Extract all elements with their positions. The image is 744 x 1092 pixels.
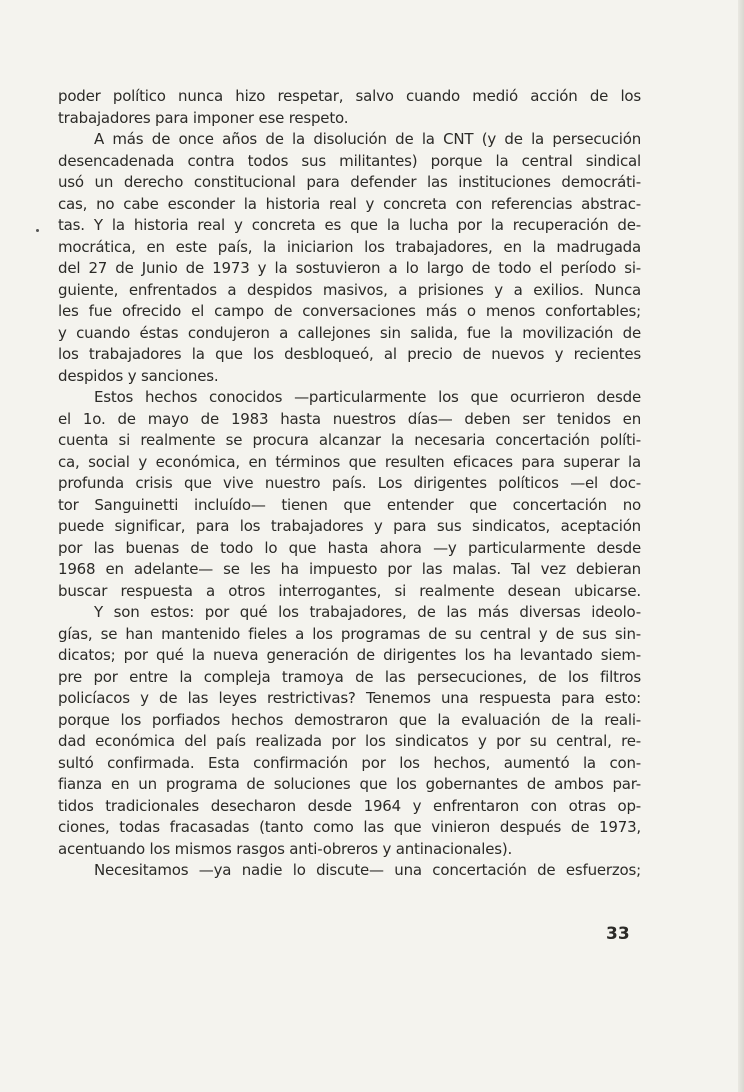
margin-mark [36, 229, 39, 232]
text-line: les fue ofrecido el campo de conversaciones más o menos confortables; [58, 302, 641, 320]
text-line: ciones, todas fracasadas (tanto como las que vinieron después de 1973, [58, 818, 641, 836]
text-line: buscar respuesta a otros interrogantes, si realmente desean ubicarse. [58, 581, 641, 600]
text-line: trabajadores para imponer ese respeto. [58, 108, 349, 127]
paragraph-start-line: Estos hechos conocidos —particularmente los que ocurrieron desde [94, 388, 641, 406]
text-line: usó un derecho constitucional para defender las instituciones democráti- [58, 173, 641, 191]
text-line: porque los porfiados hechos demostraron que la evaluación de la reali- [58, 710, 641, 729]
text-line: pre por entre la compleja tramoya de las persecuciones, de los filtros [58, 667, 641, 686]
page-number: 33 [606, 924, 630, 944]
text-line: guiente, enfrentados a despidos masivos, a prisiones y a exilios. Nunca [58, 280, 641, 299]
text-line: tas. Y la historia real y concreta es que la lucha por la recuperación de- [58, 216, 641, 234]
text-line: acentuando los mismos rasgos anti-obreros y antinacionales). [58, 839, 513, 858]
paragraph-start-line: Y son estos: por qué los trabajadores, de las más diversas ideolo- [94, 603, 641, 621]
text-line: ca, social y económica, en términos que resulten eficaces para superar la [58, 452, 641, 471]
text-line: fianza en un programa de soluciones que los gobernantes de ambos par- [58, 775, 641, 793]
text-line: tor Sanguinetti incluído— tienen que entender que concertación no [58, 495, 641, 514]
text-line: los trabajadores la que los desbloqueó, al precio de nuevos y recientes [58, 345, 641, 363]
text-line: cas, no cabe esconder la historia real y concreta con referencias abstrac- [58, 194, 641, 213]
text-line: tidos tradicionales desecharon desde 1964 y enfrentaron con otras op- [58, 796, 641, 815]
text-line: puede significar, para los trabajadores y para sus sindicatos, aceptación [58, 517, 641, 535]
text-line: dad económica del país realizada por los sindicatos y por su central, re- [58, 732, 641, 750]
page-edge [738, 0, 744, 1092]
text-line: gías, se han mantenido fieles a los programas de su central y de sus sin- [58, 624, 641, 643]
text-line: profunda crisis que vive nuestro país. Los dirigentes políticos —el doc- [58, 474, 641, 492]
text-line: mocrática, en este país, la iniciarion los trabajadores, en la madrugada [58, 237, 641, 256]
text-line: y cuando éstas condujeron a callejones sin salida, fue la movilización de [58, 323, 641, 342]
text-line: 1968 en adelante— se les ha impuesto por las malas. Tal vez debieran [58, 560, 641, 578]
text-line: el 1o. de mayo de 1983 hasta nuestros días— deben ser tenidos en [58, 409, 641, 428]
text-line: policíacos y de las leyes restrictivas? Tenemos una respuesta para esto: [58, 689, 641, 707]
text-line: por las buenas de todo lo que hasta ahora —y particularmente desde [58, 538, 641, 557]
text-line: dicatos; por qué la nueva generación de dirigentes los ha levantado siem- [58, 646, 641, 664]
text-line: despidos y sanciones. [58, 366, 219, 385]
text-line: sultó confirmada. Esta confirmación por los hechos, aumentó la con- [58, 753, 641, 772]
body-text [58, 86, 641, 882]
text-line: desencadenada contra todos sus militantes) porque la central sindical [58, 151, 641, 170]
text-line: cuenta si realmente se procura alcanzar la necesaria concertación políti- [58, 431, 641, 449]
text-line: poder político nunca hizo respetar, salvo cuando medió acción de los [58, 87, 641, 105]
paragraph-start-line: Necesitamos —ya nadie lo discute— una concertación de esfuerzos; [94, 861, 641, 879]
text-line: del 27 de Junio de 1973 y la sostuvieron a lo largo de todo el período si- [58, 259, 641, 277]
paragraph-start-line: A más de once años de la disolución de la CNT (y de la persecución [94, 130, 641, 148]
